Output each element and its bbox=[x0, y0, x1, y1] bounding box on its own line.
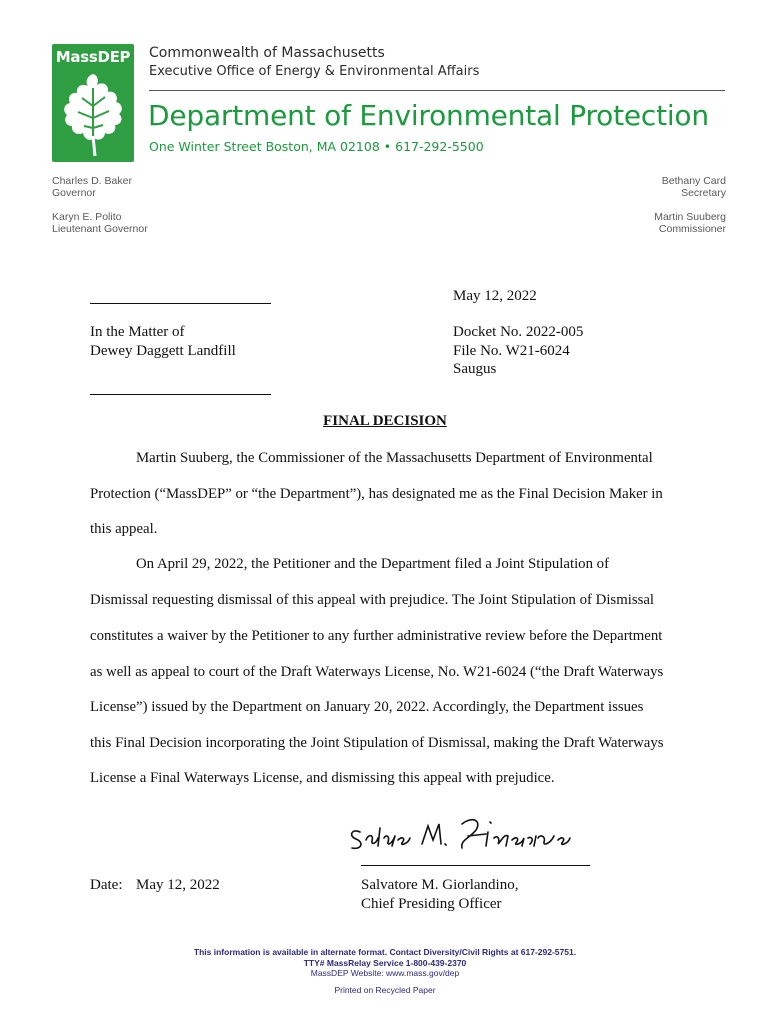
footer-website: MassDEP Website: www.mass.gov/dep bbox=[310, 968, 460, 978]
body-line: License a Final Waterways License, and dismissing this appeal with prejudice. bbox=[90, 770, 555, 786]
body-line: this appeal. bbox=[90, 521, 158, 537]
official-secretary bbox=[662, 175, 726, 199]
caption-rule-bottom bbox=[90, 394, 271, 395]
official-commissioner bbox=[654, 211, 726, 235]
footer-recycled: Printed on Recycled Paper bbox=[334, 985, 436, 995]
body-line: constitutes a waiver by the Petitioner to any further administrative review before the Department bbox=[90, 628, 663, 644]
footer-accessibility: This information is available in alternate format. Contact Diversity/Civil Rights at 617-292-5751. bbox=[193, 947, 577, 957]
letterhead-divider bbox=[149, 90, 725, 91]
massdep-logo bbox=[52, 44, 134, 162]
body-line: as well as appeal to court of the Draft Waterways License, No. W21-6024 (“the Draft Waterways bbox=[90, 664, 664, 680]
official-name: Karyn E. Polito bbox=[52, 211, 122, 223]
caption-date: May 12, 2022 bbox=[453, 288, 537, 304]
logo-text: MassDEP bbox=[55, 48, 131, 66]
letterhead-department: Department of Environmental Protection bbox=[148, 99, 709, 132]
matter-line-2: Dewey Daggett Landfill bbox=[90, 343, 236, 359]
oak-leaf-icon bbox=[52, 66, 134, 162]
handwritten-signature bbox=[340, 810, 590, 858]
docket-number: Docket No. 2022-005 bbox=[453, 324, 584, 340]
body-line: Martin Suuberg, the Commissioner of the Massachusetts Department of Environmental bbox=[136, 450, 653, 466]
caption-rule-top bbox=[90, 303, 271, 304]
official-lt-governor bbox=[52, 211, 148, 235]
body-line: Dismissal requesting dismissal of this appeal with prejudice. The Joint Stipulation of Dismissal bbox=[90, 592, 655, 608]
signature-date-label: Date: bbox=[90, 877, 123, 893]
matter-line-1: In the Matter of bbox=[90, 324, 185, 340]
letterhead-address: One Winter Street Boston, MA 02108 • 617-292-5500 bbox=[149, 139, 484, 154]
official-title: Commissioner bbox=[658, 223, 726, 235]
official-title: Secretary bbox=[681, 187, 726, 199]
official-title: Governor bbox=[52, 187, 96, 199]
body-line: this Final Decision incorporating the Joint Stipulation of Dismissal, making the Draft Waterways bbox=[90, 735, 664, 751]
town: Saugus bbox=[453, 361, 497, 377]
file-number: File No. W21-6024 bbox=[453, 343, 570, 359]
footer-tty: TTY# MassRelay Service 1-800-439-2370 bbox=[303, 958, 467, 968]
letterhead-commonwealth: Commonwealth of Massachusetts bbox=[149, 45, 385, 61]
signature-line bbox=[361, 865, 590, 866]
signature-date-value: May 12, 2022 bbox=[136, 877, 220, 893]
document-title: FINAL DECISION bbox=[323, 413, 447, 429]
official-name: Martin Suuberg bbox=[654, 211, 726, 223]
official-name: Charles D. Baker bbox=[52, 175, 132, 187]
signer-role: Chief Presiding Officer bbox=[361, 896, 502, 912]
official-title: Lieutenant Governor bbox=[52, 223, 148, 235]
letterhead-executive-office: Executive Office of Energy & Environmental Affairs bbox=[149, 64, 480, 79]
official-name: Bethany Card bbox=[661, 175, 726, 187]
signer-name: Salvatore M. Giorlandino, bbox=[361, 877, 519, 893]
official-governor bbox=[52, 175, 132, 199]
body-line: License”) issued by the Department on January 20, 2022. Accordingly, the Department issues bbox=[90, 699, 644, 715]
body-line: Protection (“MassDEP” or “the Department”), has designated me as the Final Decision Maker in bbox=[90, 486, 663, 502]
body-line: On April 29, 2022, the Petitioner and the Department filed a Joint Stipulation of bbox=[136, 556, 610, 572]
